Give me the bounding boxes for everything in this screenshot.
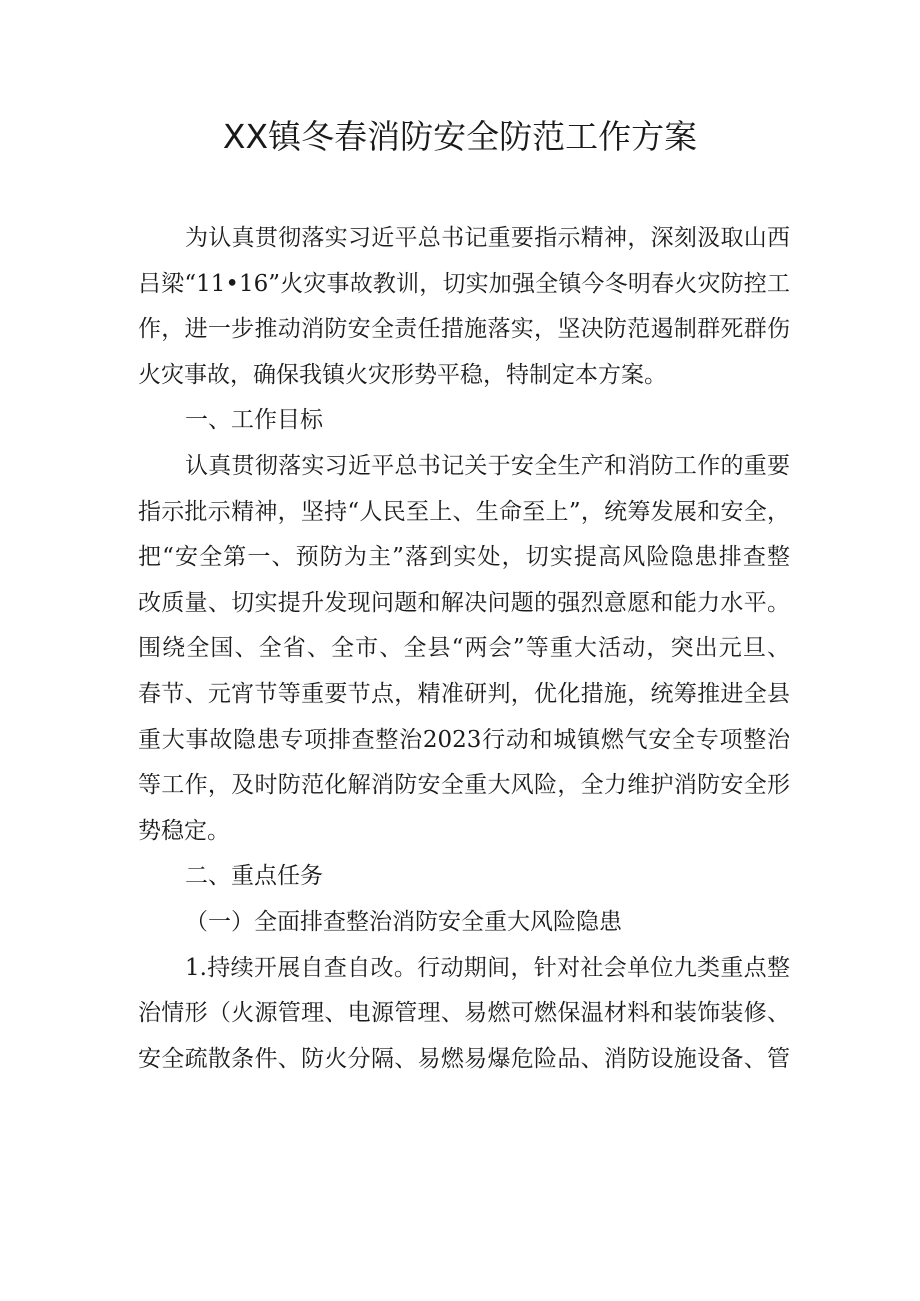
text-line: 治情形（火源管理、电源管理、易燃可燃保温材料和装饰装修、 [138,1000,790,1027]
text-line: 重大事故隐患专项排查整治2023行动和城镇燃气安全专项整治 [138,726,790,753]
document-title: XX镇冬春消防安全防范工作方案 [222,117,698,156]
text-line: 把“安全第一、预防为主”落到实处，切实提高风险隐患排查整 [138,544,790,571]
text-line: 1.持续开展自查自改。行动期间，针对社会单位九类重点整 [185,954,790,981]
section-heading: 二、重点任务 [185,863,323,890]
text-line: 为认真贯彻落实习近平总书记重要指示精神，深刻汲取山西 [185,225,790,251]
text-line: 指示批示精神，坚持“人民至上、生命至上”，统筹发展和安全， [138,498,790,525]
text-line: 改质量、切实提升发现问题和解决问题的强烈意愿和能力水平。 [138,589,790,616]
text-line: 吕梁“11•16”火灾事故教训，切实加强全镇今冬明春火灾防控工 [138,270,790,297]
text-line: 春节、元宵节等重要节点，精准研判，优化措施，统筹推进全县 [138,680,790,707]
text-line: 围绕全国、全省、全市、全县“两会”等重大活动，突出元旦、 [138,635,790,662]
document-body [138,216,790,1082]
text-line: 认真贯彻落实习近平总书记关于安全生产和消防工作的重要 [185,452,790,479]
text-line: 作，进一步推动消防安全责任措施落实，坚决防范遏制群死群伤 [138,316,790,343]
text-line: 势稳定。 [138,817,230,844]
subsection-heading: （一）全面排查整治消防安全重大风险隐患 [185,908,622,935]
text-line: 等工作，及时防范化解消防安全重大风险，全力维护消防安全形 [138,772,790,799]
section-heading: 一、工作目标 [185,407,323,434]
text-line: 安全疏散条件、防火分隔、易燃易爆危险品、消防设施设备、管 [138,1045,790,1072]
text-line: 火灾事故，确保我镇火灾形势平稳，特制定本方案。 [138,361,667,388]
